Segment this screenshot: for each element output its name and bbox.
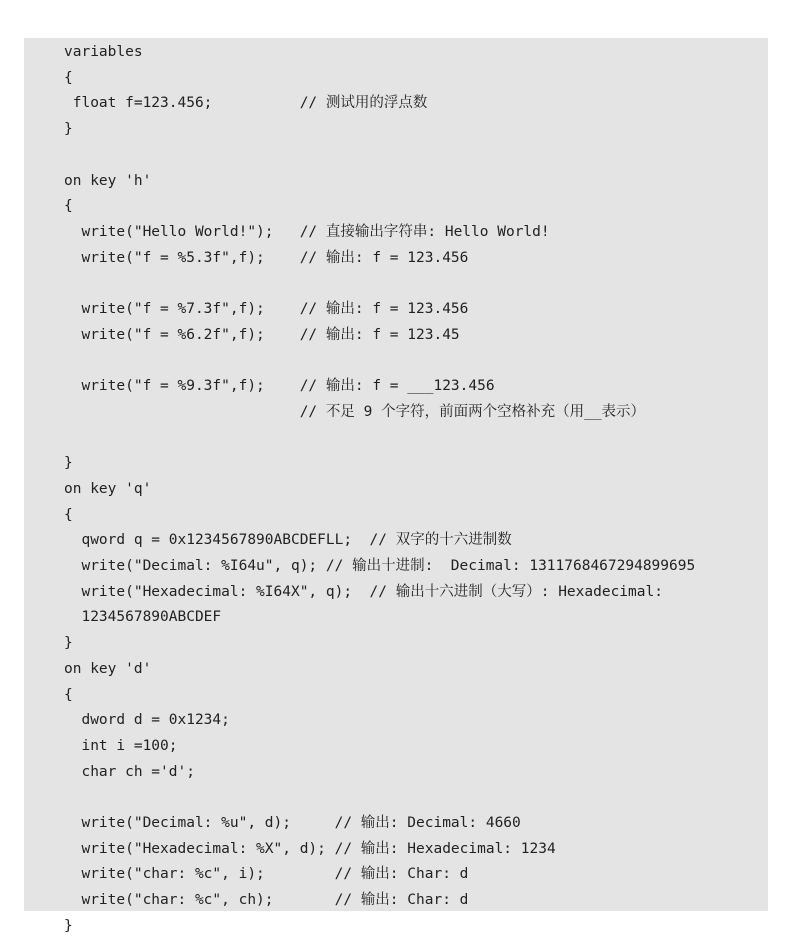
code-line: dword d = 0x1234;	[64, 712, 230, 729]
code-line: write("f = %6.2f",f); // 输出: f = 123.45	[64, 326, 460, 343]
code-line: // 不足 9 个字符，前面两个空格补充（用__表示）	[64, 403, 646, 420]
code-line: {	[64, 686, 73, 703]
code-line: on key 'd'	[64, 660, 152, 677]
code-line: write("Decimal: %I64u", q); // 输出十进制: Decimal: 1311768467294899695	[64, 558, 696, 574]
code-line: char ch ='d';	[64, 763, 195, 780]
code-line: write("f = %5.3f",f); // 输出: f = 123.456	[64, 249, 469, 266]
code-line: qword q = 0x1234567890ABCDEFLL; // 双字的十六进制数	[64, 532, 512, 549]
code-line: write("char: %c", i); // 输出: Char: d	[64, 866, 469, 883]
code-line	[64, 785, 768, 810]
code-line: write("Hexadecimal: %X", d); // 输出: Hexadecimal: 1234	[64, 840, 556, 857]
code-line: variables	[64, 44, 143, 60]
code-line: }	[64, 917, 73, 934]
code-line: {	[64, 198, 73, 215]
code-line	[64, 143, 768, 168]
code-block	[24, 38, 768, 934]
code-line: write("f = %9.3f",f); // 输出: f = ___123.456	[64, 378, 495, 395]
code-line: write("Hello World!"); // 直接输出字符串: Hello World!	[64, 223, 550, 240]
code-line: write("char: %c", ch); // 输出: Char: d	[64, 892, 469, 909]
code-line: }	[64, 455, 73, 472]
code-line	[64, 426, 768, 451]
code-line: write("Hexadecimal: %I64X", q); // 输出十六进制（大写）: Hexadecimal:	[64, 583, 663, 600]
code-line: float f=123.456; // 测试用的浮点数	[64, 95, 428, 112]
code-line: }	[64, 121, 73, 138]
code-line: {	[64, 69, 73, 86]
code-line: {	[64, 506, 73, 523]
code-line: 1234567890ABCDEF	[64, 609, 222, 626]
code-line: write("f = %7.3f",f); // 输出: f = 123.456	[64, 301, 469, 317]
code-line: on key 'h'	[64, 172, 152, 189]
code-line: int i =100;	[64, 737, 178, 754]
code-line: write("Decimal: %u", d); // 输出: Decimal: 4660	[64, 815, 521, 831]
code-line	[64, 271, 768, 296]
code-line: on key 'q'	[64, 480, 152, 497]
code-line: }	[64, 635, 73, 652]
code-line	[64, 348, 768, 373]
